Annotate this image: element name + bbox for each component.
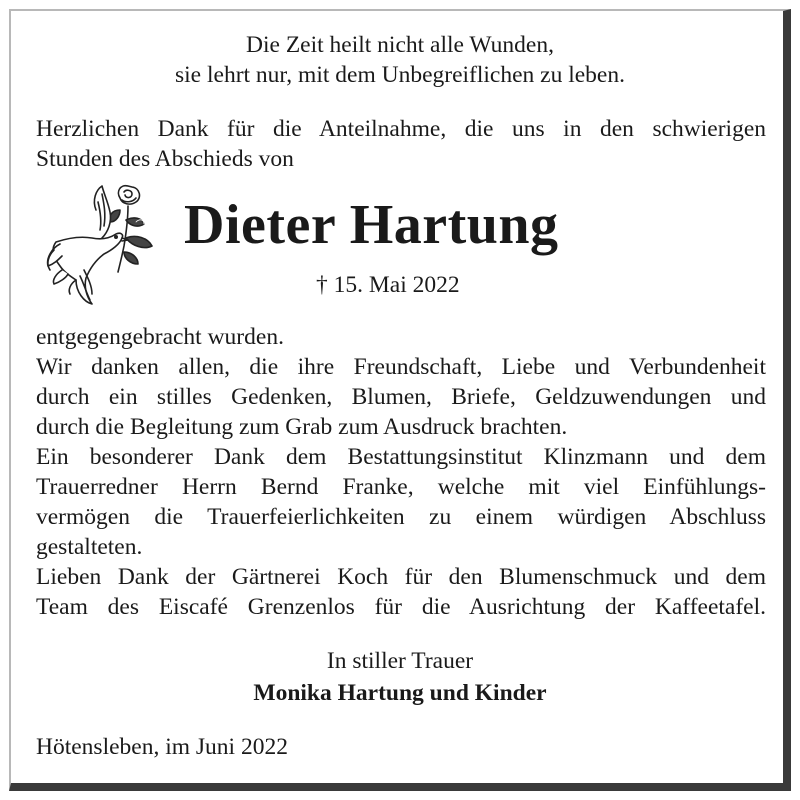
body-line-7: vermögen die Trauerfeierlichkeiten zu einem würdigen Abschluss: [36, 504, 766, 530]
dove-with-rose-icon: [40, 180, 165, 310]
body-line-3: durch ein stilles Gedenken, Blumen, Briefe, Geldzuwendungen und: [36, 384, 766, 410]
body-line-5: Ein besonderer Dank dem Bestattungsinstitut Klinzmann und dem: [36, 444, 766, 470]
body-line-9: Lieben Dank der Gärtnerei Koch für den Blumenschmuck und dem: [36, 564, 766, 590]
closing-line: In stiller Trauer: [326, 648, 474, 674]
motto-line-1: Die Zeit heilt nicht alle Wunden,: [246, 32, 554, 58]
body-line-10: Team des Eiscafé Grenzenlos für die Ausrichtung der Kaffeetafel.: [36, 594, 766, 620]
death-date: † 15. Mai 2022: [316, 272, 460, 298]
motto-line-2: sie lehrt nur, mit dem Unbegreiflichen zu leben.: [175, 62, 625, 88]
body-line-8: gestalteten.: [36, 534, 143, 560]
signers: Monika Hartung und Kinder: [253, 680, 547, 706]
intro-line-1: Herzlichen Dank für die Anteilnahme, die uns in den schwierigen: [36, 116, 766, 142]
deceased-name: Dieter Hartung: [184, 194, 559, 256]
body-line-2: Wir danken allen, die ihre Freundschaft, Liebe und Verbundenheit: [36, 354, 766, 380]
body-line-6: Trauerredner Herrn Bernd Franke, welche mit viel Einfühlungs-: [36, 474, 766, 500]
body-line-1: entgegengebracht wurden.: [36, 324, 284, 350]
place-date: Hötensleben, im Juni 2022: [36, 734, 288, 760]
intro-line-2: Stunden des Abschieds von: [36, 146, 294, 172]
body-line-4: durch die Begleitung zum Grab zum Ausdruck brachten.: [36, 414, 568, 440]
